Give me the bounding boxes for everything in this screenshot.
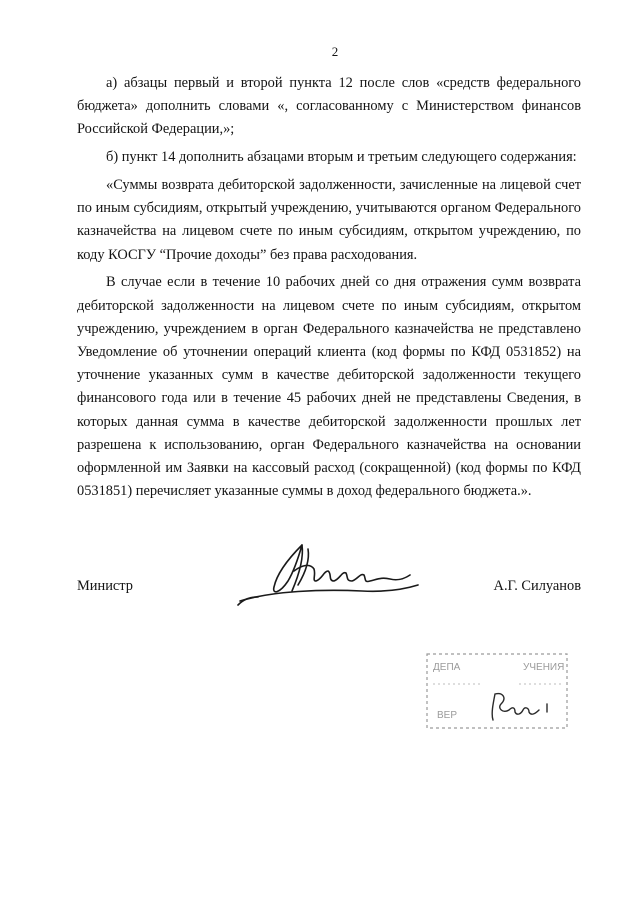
signatory-name: А.Г. Силуанов: [493, 578, 581, 594]
stamp-text-2: УЧЕНИЯ: [523, 662, 565, 673]
quoted-paragraph-2: В случае если в течение 10 рабочих дней со дня отражения сумм возврата дебиторской задолженности на лицевом счете по иным субсидиям, открытом учреждению, учреждением в орган Федерального казначейства не представлено Уведомление об уточнении операций клиента (код формы по КФД 0531852) на уточнение указанных сумм в качестве дебиторской задолженности текущего финансового года или в течение 45 рабочих дней не представлены Сведения, в которых данная сумма в качестве дебиторской задолженности прошлых лет разрешена к использованию, орган Федерального казначейства на основании оформленной им Заявки на кассовый расход (сокращенной) (код формы по КФД 0531851) перечисляет указанные суммы в доход федерального бюджета.».: [77, 274, 581, 500]
paragraph-b: б) пункт 14 дополнить абзацами вторым и третьим следующего содержания:: [106, 149, 577, 166]
page-number: 2: [331, 44, 339, 59]
signatory-title: Министр: [77, 578, 133, 594]
document-body: [77, 72, 581, 508]
registration-stamp: [423, 648, 573, 738]
paragraph-a: а) абзацы первый и второй пункта 12 после слов «средств федерального бюджета» дополнить словами «, согласованному с Министерством финансов Российской Федерации,»;: [77, 75, 581, 138]
handwritten-signature: [232, 535, 432, 615]
stamp-text-3: ВЕР: [437, 710, 458, 721]
quoted-paragraph-1: «Суммы возврата дебиторской задолженности, зачисленные на лицевой счет по иным субсидиям, открытый учреждению, учитываются органом Федерального казначейства на лицевом счете по иным субсидиям, открытом учреждению, по коду КОСГУ “Прочие доходы” без права расходования.: [77, 177, 581, 263]
stamp-text-1: ДЕПА: [433, 662, 461, 673]
